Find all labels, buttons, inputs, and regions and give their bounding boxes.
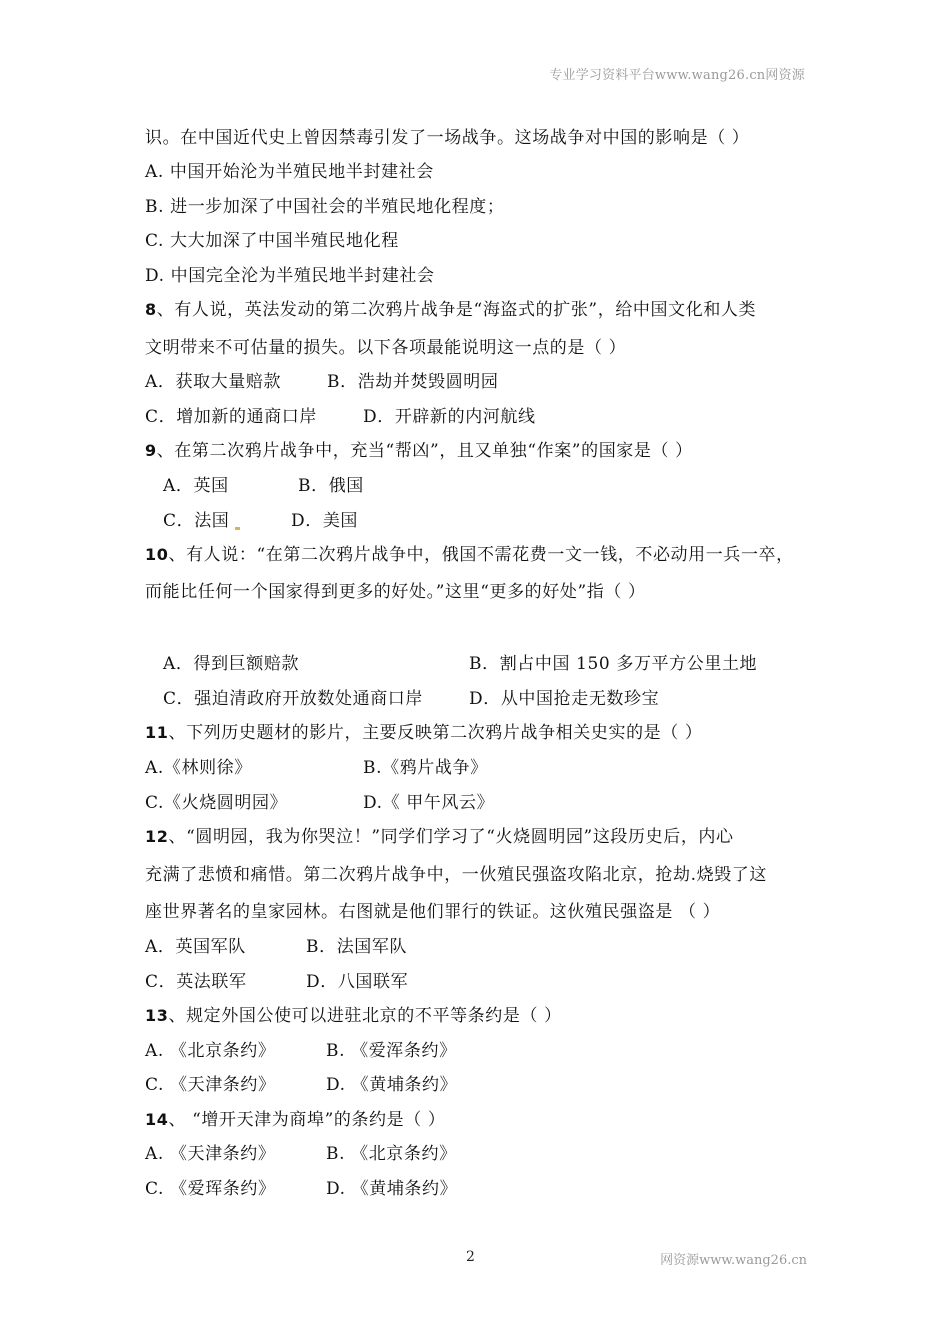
q8-option-c: C．增加新的通商口岸 [145,407,318,427]
page-number: 2 [466,1249,475,1265]
q11-stem-text: 、下列历史题材的影片，主要反映第二次鸦片战争相关史实的是（ ） [168,723,703,743]
q9-option-a: A．英国 [163,476,229,496]
q13-stem-text: 、规定外国公使可以进驻北京的不平等条约是（ ） [168,1006,562,1026]
q9-stem [145,439,693,463]
q9-option-b: B．俄国 [298,476,364,496]
q13-option-c: C. 《天津条约》 [145,1075,276,1095]
q14-option-b: B. 《北京条约》 [326,1144,457,1164]
q8-stem-line2: 文明带来不可估量的损失。以下各项最能说明这一点的是（ ） [145,338,627,358]
q13-stem [145,1004,562,1028]
q14-option-a: A. 《天津条约》 [145,1144,276,1164]
q8-option-b: B．浩劫并焚毁圆明园 [327,372,499,392]
q7-option-d: D. 中国完全沦为半殖民地半封建社会 [145,266,435,286]
q10-stem-line1 [145,543,794,567]
q9-option-c: C．法国 [163,509,240,533]
q12-number: 12 [145,827,169,846]
q8-option-a: A．获取大量赔款 [145,372,282,392]
q14-option-c: C. 《爱珲条约》 [145,1179,276,1199]
q12-stem-line2: 充满了悲愤和痛惜。第二次鸦片战争中，一伙殖民强盗攻陷北京，抢劫.烧毁了这 [145,865,768,885]
q13-option-a: A. 《北京条约》 [145,1041,276,1061]
q12-stem-line3: 座世界著名的皇家园林。右图就是他们罪行的铁证。这伙殖民强盗是 （ ） [145,902,721,922]
q11-option-b: B.《鸦片战争》 [363,758,488,778]
q10-option-d: D．从中国抢走无数珍宝 [469,689,660,709]
q12-option-c: C．英法联军 [145,972,247,992]
page-header: 专业学习资料平台www.wang26.cn网资源 [549,68,805,83]
q10-option-a: A．得到巨额赔款 [163,654,300,674]
q11-option-c: C.《火烧圆明园》 [145,793,288,813]
q9-stem-text: 、在第二次鸦片战争中，充当“帮凶”，且又单独“作案”的国家是（ ） [156,441,693,461]
q7-option-c: C. 大大加深了中国半殖民地化程 [145,231,399,251]
q13-number: 13 [145,1006,169,1025]
page-footer: 网资源www.wang26.cn [660,1253,807,1268]
q14-number: 14 [145,1110,169,1129]
q8-number: 8 [145,300,157,319]
q8-option-d: D．开辟新的内河航线 [363,407,536,427]
q9-option-d: D．美国 [291,511,359,531]
q10-stem-text: 、有人说：“在第二次鸦片战争中，俄国不需花费一文一钱，不必动用一兵一卒， [168,545,794,565]
q8-stem-text: 、有人说，英法发动的第二次鸦片战争是“海盗式的扩张”，给中国文化和人类 [156,300,757,320]
q10-number: 10 [145,545,169,564]
q14-stem-text: 、 “增开天津为商埠”的条约是（ ） [168,1110,446,1130]
q11-number: 11 [145,723,169,742]
q9-number: 9 [145,441,157,460]
q14-option-d: D. 《黄埔条约》 [326,1179,458,1199]
q8-stem-line1 [145,298,756,322]
q7-option-a: A. 中国开始沦为半殖民地半封建社会 [145,162,434,182]
q10-option-c: C．强迫清政府开放数处通商口岸 [163,689,424,709]
q12-stem-text: 、“圆明园，我为你哭泣！”同学们学习了“火烧圆明园”这段历史后，内心 [168,827,734,847]
q12-stem-line1 [145,825,734,849]
q11-option-a: A.《林则徐》 [145,758,252,778]
q12-option-a: A．英国军队 [145,937,246,957]
q11-stem [145,721,702,745]
q7-stem: 识。在中国近代史上曾因禁毒引发了一场战争。这场战争对中国的影响是（ ） [145,128,750,148]
q13-option-b: B. 《爱浑条约》 [326,1041,457,1061]
q7-option-b: B. 进一步加深了中国社会的半殖民地化程度； [145,197,505,217]
q14-stem [145,1108,445,1132]
q12-option-d: D．八国联军 [306,972,409,992]
q10-stem-line2: 而能比任何一个国家得到更多的好处。”这里“更多的好处”指（ ） [145,582,646,602]
q12-option-b: B．法国军队 [306,937,408,957]
q13-option-d: D. 《黄埔条约》 [326,1075,458,1095]
q11-option-d: D.《 甲午风云》 [363,793,495,813]
highlight-mark [235,527,240,530]
q10-option-b: B．割占中国 150 多万平方公里土地 [469,654,758,674]
